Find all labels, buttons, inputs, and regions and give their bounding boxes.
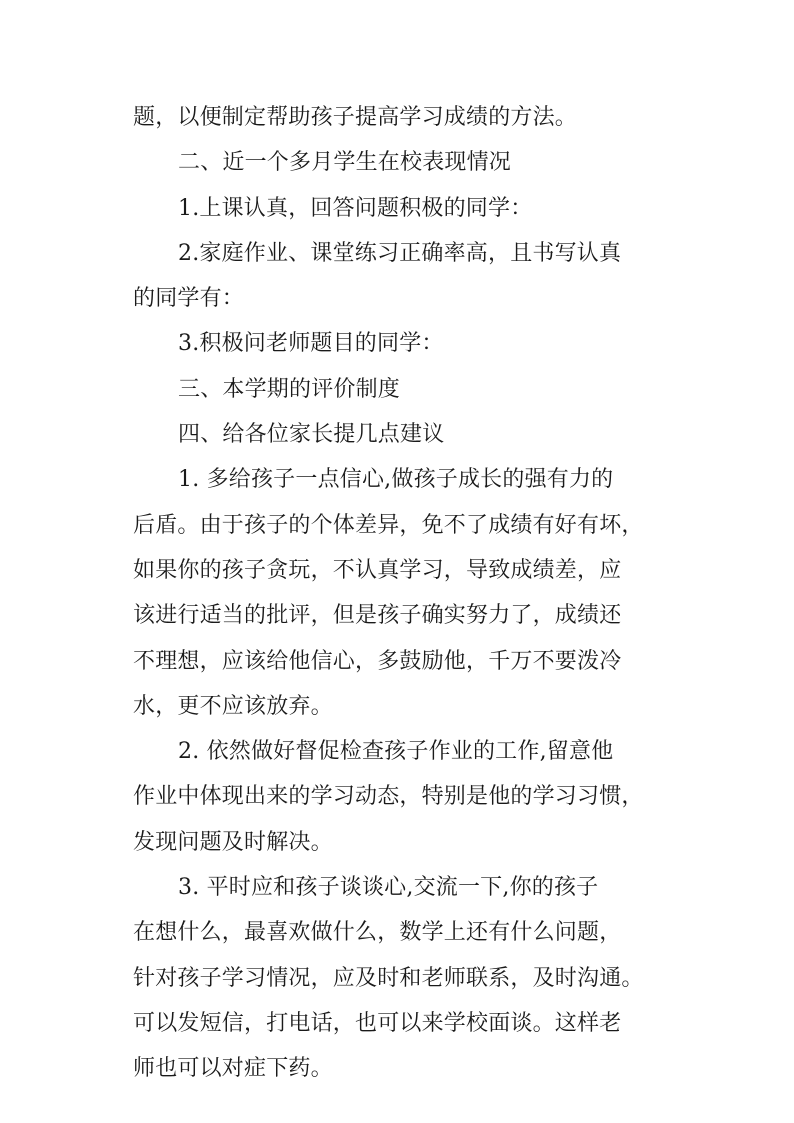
section-heading-2: 二、近一个多月学生在校表现情况 [178, 150, 512, 176]
suggestion-3-line-1: 3. 平时应和孩子谈谈心,交流一下,你的孩子 [178, 875, 599, 901]
suggestion-2-line-2: 作业中体现出来的学习动态，特别是他的学习习惯， [133, 784, 644, 810]
suggestion-1-line-6: 水，更不应该放弃。 [133, 693, 333, 719]
suggestion-1-line-1: 1. 多给孩子一点信心,做孩子成长的强有力的 [178, 467, 614, 493]
list-item-2-continued: 的同学有： [133, 286, 245, 312]
suggestion-3-line-2: 在想什么，最喜欢做什么，数学上还有什么问题， [133, 920, 622, 946]
suggestion-1-line-3: 如果你的孩子贪玩，不认真学习，导致成绩差，应 [133, 557, 622, 583]
suggestion-1-line-4: 该进行适当的批评，但是孩子确实努力了，成绩还 [133, 603, 622, 629]
suggestion-2-line-1: 2. 依然做好督促检查孩子作业的工作,留意他 [178, 739, 614, 765]
paragraph-line-1: 题，以便制定帮助孩子提高学习成绩的方法。 [133, 105, 578, 130]
section-heading-3: 三、本学期的评价制度 [178, 376, 401, 402]
list-item-3: 3.积极问老师题目的同学： [178, 331, 444, 357]
suggestion-3-line-3: 针对孩子学习情况，应及时和老师联系，及时沟通。 [133, 965, 644, 991]
list-item-1: 1.上课认真，回答问题积极的同学： [178, 195, 533, 221]
suggestion-1-line-2: 后盾。由于孩子的个体差异，免不了成绩有好有坏， [133, 512, 644, 538]
suggestion-2-line-3: 发现问题及时解决。 [133, 829, 333, 855]
suggestion-3-line-4: 可以发短信，打电话，也可以来学校面谈。这样老 [133, 1010, 622, 1036]
document-body [133, 95, 673, 1092]
suggestion-1-line-5: 不理想，应该给他信心，多鼓励他，千万不要泼冷 [133, 648, 622, 674]
list-item-2: 2.家庭作业、课堂练习正确率高，且书写认真 [178, 240, 622, 266]
section-heading-4: 四、给各位家长提几点建议 [178, 422, 445, 448]
suggestion-3-line-5: 师也可以对症下药。 [133, 1056, 333, 1082]
